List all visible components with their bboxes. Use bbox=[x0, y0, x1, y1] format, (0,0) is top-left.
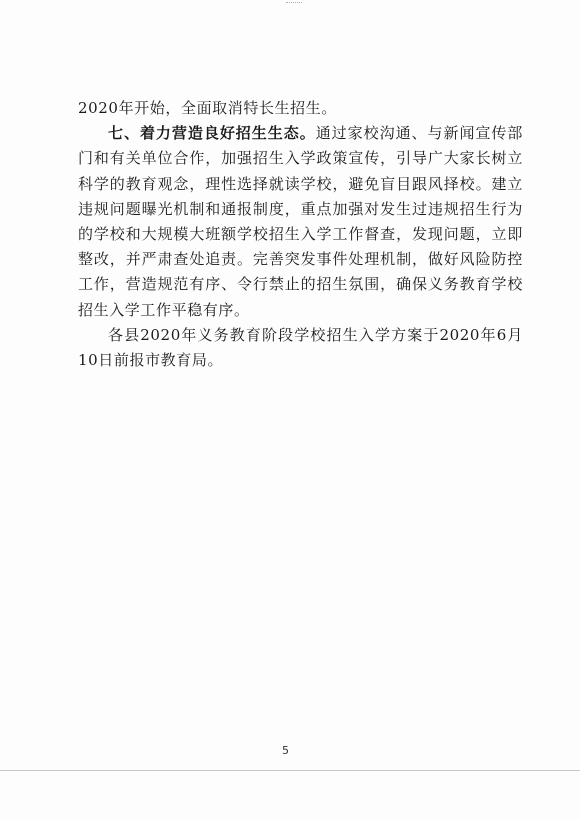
paragraph-text: 通过家校沟通、与新闻宣传部门和有关单位合作，加强招生入学政策宣传，引导广大家长树立科学的教育观念，理性选择就读学校，避免盲目跟风择校。建立违规问题曝光机制和通报制度，重点加强对发生过违规招生行为的学校和大规模大班额学校招生入学工作督查，发现问题，立即整改，并严肃查处追责。完善突发事件处理机制，做好风险防控工作，营造规范有序、令行禁止的招生氛围，确保义务教育学校招生入学工作平稳有序。 bbox=[78, 124, 523, 319]
page-number: 5 bbox=[282, 744, 289, 757]
paragraph-text: 2020年开始，全面取消特长生招生。 bbox=[78, 99, 337, 117]
paragraph-text: 各县2020年义务教育阶段学校招生入学方案于2020年6月10日前报市教育局。 bbox=[78, 325, 523, 370]
paragraph-continuation bbox=[78, 96, 523, 121]
page-bottom-divider bbox=[0, 770, 580, 771]
paragraph-section-seven bbox=[78, 121, 523, 323]
section-heading: 七、着力营造良好招生生态。 bbox=[108, 124, 316, 143]
document-body bbox=[78, 96, 523, 373]
paragraph-deadline bbox=[78, 323, 523, 373]
scan-mark bbox=[286, 2, 302, 7]
